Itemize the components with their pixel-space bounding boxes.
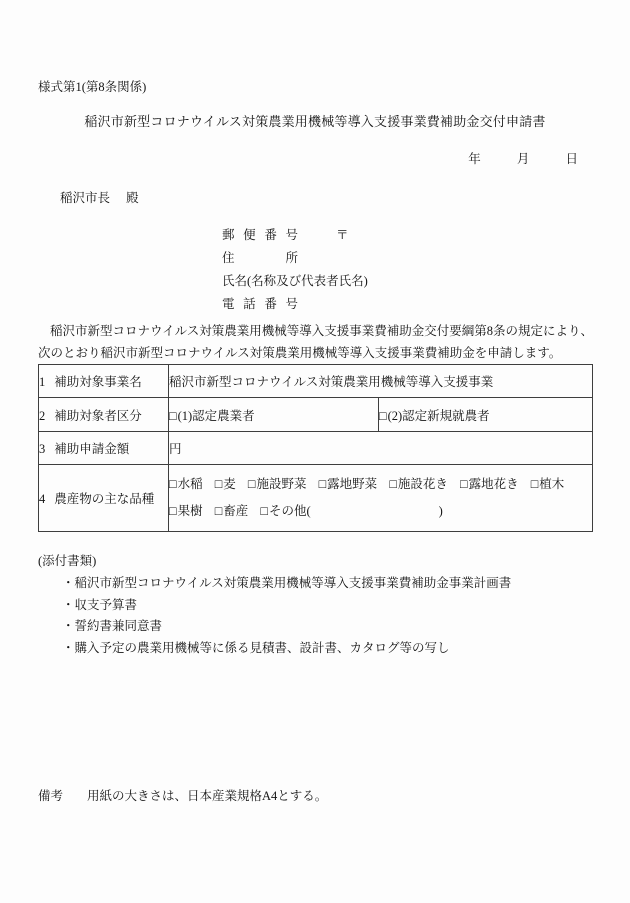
checkbox-label: (1)認定農業者: [177, 408, 255, 423]
list-item: [62, 616, 511, 638]
checkbox-option-certified-new-farmer[interactable]: [379, 409, 490, 423]
attachment-text: 収支予算書: [74, 597, 138, 612]
table-row: [39, 432, 593, 465]
checkbox-label: 露地野菜: [327, 477, 378, 491]
checkbox-icon[interactable]: □: [214, 504, 223, 518]
day-label: 日: [565, 152, 578, 166]
address-row: [222, 247, 368, 270]
checkbox-option-trees[interactable]: [531, 477, 565, 491]
checkbox-icon[interactable]: □: [460, 477, 468, 491]
row2-option2-cell: [379, 398, 593, 432]
attachment-text: 購入予定の農業用機械等に係る見積書、設計書、カタログ等の写し: [74, 640, 450, 655]
checkbox-icon[interactable]: □: [247, 477, 256, 491]
postal-row: [222, 224, 368, 247]
attachment-text: 稲沢市新型コロナウイルス対策農業用機械等導入支援事業費補助金事業計画書: [74, 576, 512, 590]
checkbox-icon[interactable]: □: [389, 477, 397, 491]
checkbox-icon[interactable]: □: [214, 477, 223, 491]
project-name: 稲沢市新型コロナウイルス対策農業用機械等導入支援事業: [169, 375, 494, 389]
attachments-list: [38, 573, 511, 659]
application-table: [38, 364, 593, 532]
row-number: 2: [39, 408, 46, 423]
checkbox-option-certified-farmer[interactable]: [169, 409, 255, 423]
checkbox-label: 麦: [223, 477, 236, 491]
postal-label: 郵便番号: [222, 228, 298, 242]
row-label: 補助対象者区分: [54, 408, 142, 423]
attachment-text: 誓約書兼同意書: [74, 619, 163, 633]
checkbox-label: その他(: [268, 504, 311, 518]
row-label: 農産物の主な品種: [54, 492, 155, 506]
checkbox-label: 果樹: [177, 504, 203, 518]
bullet-icon: ・: [62, 597, 75, 612]
applicant-block: [222, 224, 368, 316]
checkbox-icon[interactable]: □: [169, 408, 177, 423]
checkbox-label: (2)認定新規就農者: [387, 408, 490, 423]
table-row: [39, 465, 593, 532]
remarks-label: 備考: [38, 789, 64, 803]
attachments-heading: (添付書類): [38, 554, 97, 568]
date-line: [468, 149, 578, 167]
addressee: 稲沢市長: [60, 191, 111, 205]
row3-label-cell: [39, 432, 169, 465]
checkbox-option-open-field-vegetables[interactable]: [319, 477, 378, 491]
checkbox-icon[interactable]: □: [318, 477, 327, 491]
year-label: 年: [468, 152, 481, 166]
currency-unit: 円: [169, 442, 182, 456]
checkbox-option-greenhouse-vegetables[interactable]: [248, 477, 307, 491]
row-number: 4: [39, 492, 46, 506]
checkbox-label: 植木: [539, 477, 565, 491]
checkbox-icon[interactable]: □: [379, 408, 387, 423]
remarks-note: [38, 786, 327, 804]
checkbox-option-wheat[interactable]: [215, 477, 236, 491]
checkbox-label: 畜産: [223, 504, 249, 518]
row2-option1-cell: [169, 398, 379, 432]
row4-label-cell: [39, 465, 169, 532]
body-paragraph: 稲沢市新型コロナウイルス対策農業用機械等導入支援事業費補助金交付要綱第8条の規定により、次のとおり稲沢市新型コロナウイルス対策農業用機械等導入支援事業費補助金を申請します。: [38, 324, 594, 360]
crops-line-2: [169, 498, 592, 525]
checkbox-label: 施設花き: [397, 477, 448, 491]
form-code: 様式第1(第8条関係): [38, 80, 147, 94]
checkbox-option-livestock[interactable]: [215, 504, 249, 518]
row-label: 補助申請金額: [54, 442, 130, 456]
list-item: [62, 573, 511, 595]
attachments-section: [38, 551, 511, 659]
row4-crops-cell: [169, 465, 593, 532]
checkbox-icon[interactable]: □: [530, 477, 539, 491]
postal-mark-icon: 〒: [336, 228, 349, 242]
list-item: [62, 638, 511, 660]
checkbox-label: 露地花き: [468, 477, 519, 491]
checkbox-option-greenhouse-flowers[interactable]: [389, 477, 448, 491]
honorific: 殿: [126, 191, 139, 205]
phone-label: 電話番号: [222, 297, 298, 311]
name-row: [222, 270, 368, 293]
bullet-icon: ・: [62, 640, 75, 655]
checkbox-icon[interactable]: □: [260, 504, 268, 518]
month-label: 月: [516, 152, 530, 166]
other-close-paren: ): [438, 504, 443, 518]
row1-label-cell: [39, 365, 169, 398]
crops-line-1: [169, 471, 592, 498]
bullet-icon: ・: [62, 619, 75, 633]
row-number: 1: [39, 375, 46, 389]
checkbox-option-open-field-flowers[interactable]: [460, 477, 519, 491]
page-title: 稲沢市新型コロナウイルス対策農業用機械等導入支援事業費補助金交付申請書: [84, 114, 546, 129]
phone-row: [222, 293, 368, 316]
row2-label-cell: [39, 398, 169, 432]
bullet-icon: ・: [62, 576, 75, 590]
name-label: 氏名(名称及び代表者氏名): [222, 274, 368, 288]
checkbox-option-fruit[interactable]: [169, 504, 203, 518]
row-number: 3: [39, 442, 46, 456]
checkbox-label: 水稲: [177, 477, 203, 491]
checkbox-label: 施設野菜: [256, 477, 307, 491]
row-label: 補助対象事業名: [54, 375, 142, 389]
address-label: 住所: [222, 251, 298, 265]
addressee-line: [60, 188, 139, 206]
remarks-text: 用紙の大きさは、日本産業規格A4とする。: [87, 789, 328, 803]
table-row: [39, 365, 593, 398]
amount-input-area[interactable]: [169, 432, 593, 465]
list-item: [62, 595, 511, 617]
checkbox-icon[interactable]: □: [169, 504, 177, 518]
row1-value-cell: [169, 365, 593, 398]
checkbox-option-other[interactable]: [260, 504, 442, 518]
table-row: [39, 398, 593, 432]
checkbox-icon[interactable]: □: [169, 477, 177, 491]
checkbox-option-water-rice[interactable]: [169, 477, 203, 491]
